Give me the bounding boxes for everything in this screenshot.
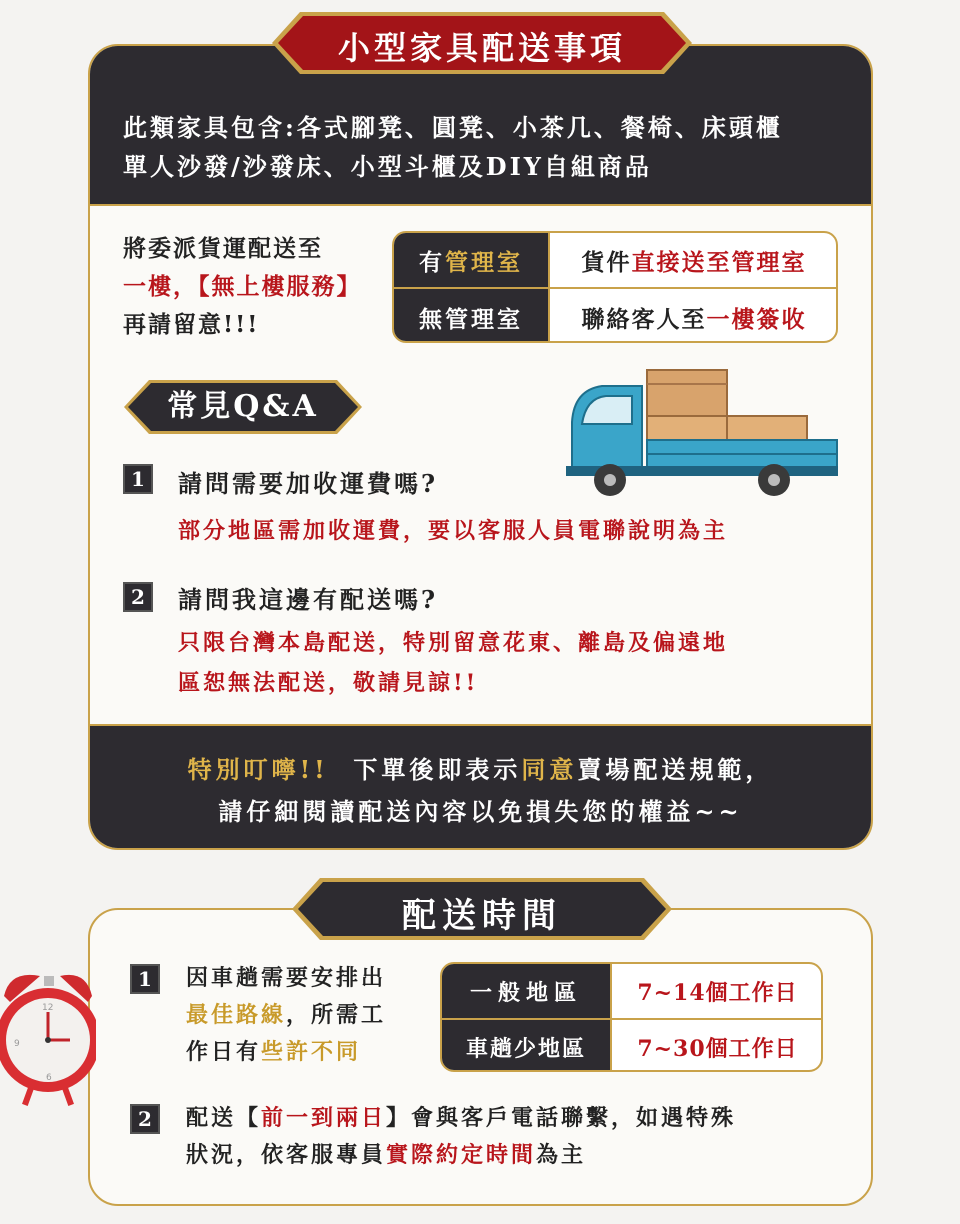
qa-number-1: 1 — [123, 464, 153, 494]
time-item-1: 因車趟需要安排出 最佳路線，所需工 作日有些許不同 — [186, 965, 387, 1065]
alarm-clock-icon — [0, 962, 96, 1112]
reminder-line-2: 請仔細閱讀配送內容以免損失您的權益~~ — [218, 797, 743, 826]
svg-text:6: 6 — [46, 1073, 52, 1083]
table-row: 無管理室 聯絡客人至 一樓簽收 — [394, 289, 836, 343]
delivery-time-card — [88, 908, 873, 1206]
answer-2-line-1: 只限台灣本島配送，特別留意花東、離島及偏遠地 — [178, 630, 729, 656]
furniture-title: 小型家具配送事項 — [337, 29, 626, 67]
answer-1: 部分地區需加收運費，要以客服人員電聯說明為主 — [178, 518, 729, 544]
answer-2-line-2: 區恕無法配送，敬請見諒!! — [178, 670, 479, 696]
table-row: 一般地區 7~14個工作日 — [442, 964, 821, 1018]
svg-text:9: 9 — [14, 1039, 20, 1049]
delivery-time-table — [440, 962, 823, 1072]
first-floor-notice — [123, 230, 363, 344]
includes-line-2: 單人沙發/沙發床、小型斗櫃及DIY自組商品 — [123, 152, 652, 181]
building-delivery-table — [392, 231, 838, 343]
furniture-title-ribbon — [270, 10, 694, 76]
notice-line-2: 一樓，【無上樓服務】再請留意!!! — [123, 273, 362, 338]
question-1: 請問需要加收運費嗎? — [178, 469, 439, 498]
time-number-2: 2 — [130, 1104, 160, 1134]
table-row: 有 管理室 貨件 直接送至管理室 — [394, 233, 836, 288]
table-row: 車趟少地區 7~30個工作日 — [442, 1020, 821, 1072]
svg-text:12: 12 — [42, 1003, 54, 1013]
qa-heading-tag — [123, 379, 363, 435]
furniture-delivery-card — [88, 44, 873, 850]
notice-line-1: 將委派貨運配送至 — [123, 235, 323, 262]
time-item-2: 配送【前一到兩日】會與客戶電話聯繫，如遇特殊 狀況，依客服專員實際約定時間為主 — [186, 1105, 737, 1168]
reminder-line-1: 特別叮嚀!! 下單後即表示同意賣場配送規範， — [187, 755, 774, 784]
delivery-time-title-ribbon — [290, 876, 674, 942]
includes-line-1: 此類家具包含:各式腳凳、圓凳、小茶几、餐椅、床頭櫃 — [123, 113, 783, 142]
time-number-1: 1 — [130, 964, 160, 994]
special-reminder-panel — [90, 724, 871, 848]
question-2: 請問我這邊有配送嗎? — [178, 585, 439, 614]
qa-number-2: 2 — [123, 582, 153, 612]
delivery-time-title: 配送時間 — [402, 896, 562, 936]
qa-heading: 常見Q&A — [167, 389, 319, 424]
truck-icon — [562, 362, 842, 502]
